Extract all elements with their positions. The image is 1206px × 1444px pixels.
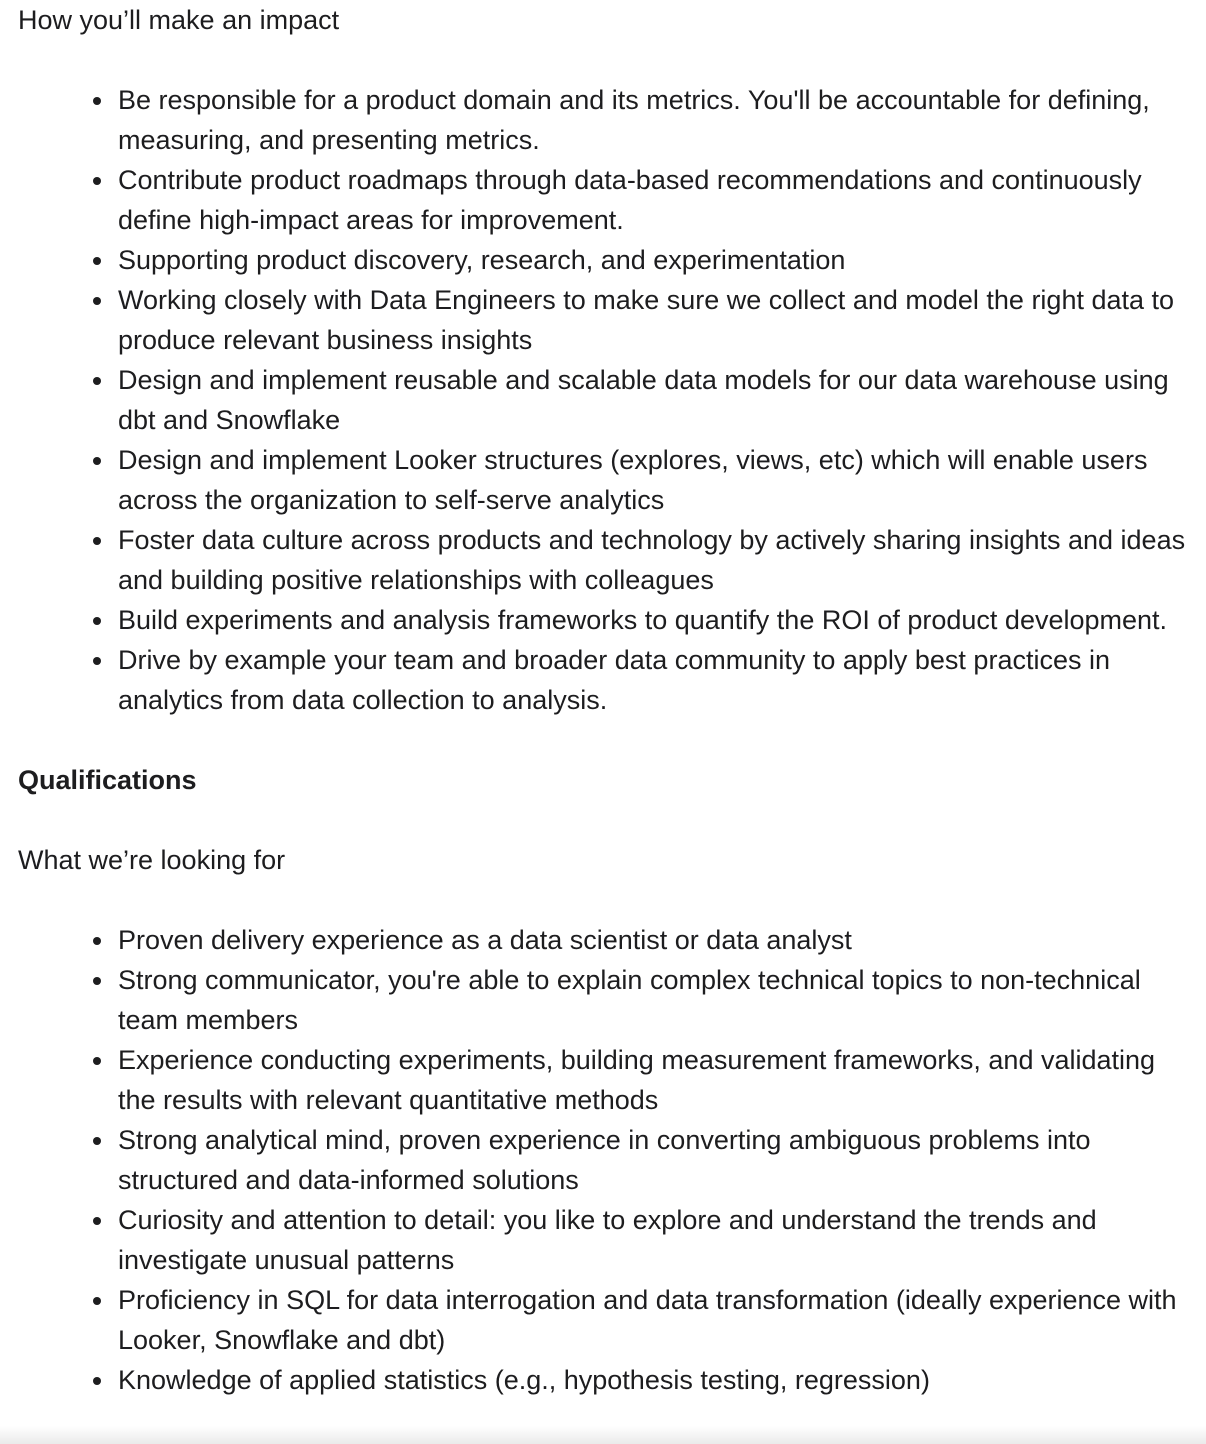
- list-item-text: Experience conducting experiments, building measurement frameworks, and validating the results with relevant quantitative methods: [118, 1045, 1156, 1115]
- spacer: [18, 40, 1188, 80]
- bullet-icon: [93, 657, 101, 665]
- spacer: [18, 880, 1188, 920]
- qualifications-list: [18, 920, 1188, 1400]
- bullet-icon: [93, 257, 101, 265]
- list-item: [118, 280, 1188, 360]
- list-item: [118, 1120, 1188, 1200]
- list-item-text: Proficiency in SQL for data interrogation and data transformation (ideally experience with Looker, Snowflake and dbt): [118, 1285, 1177, 1355]
- bullet-icon: [93, 937, 101, 945]
- bullet-icon: [93, 977, 101, 985]
- list-item-text: Be responsible for a product domain and its metrics. You'll be accountable for defining, measuring, and presenting metrics.: [118, 85, 1150, 155]
- list-item: [118, 1280, 1188, 1360]
- list-item-text: Knowledge of applied statistics (e.g., hypothesis testing, regression): [118, 1365, 930, 1395]
- list-item-text: Build experiments and analysis frameworks to quantify the ROI of product development.: [118, 605, 1168, 635]
- list-item: [118, 1200, 1188, 1280]
- list-item: [118, 1040, 1188, 1120]
- list-item: [118, 960, 1188, 1040]
- spacer: [18, 720, 1188, 760]
- list-item-text: Proven delivery experience as a data scientist or data analyst: [118, 925, 852, 955]
- list-item-text: Supporting product discovery, research, and experimentation: [118, 245, 846, 275]
- bullet-icon: [93, 297, 101, 305]
- bullet-icon: [93, 457, 101, 465]
- impact-list: [18, 80, 1188, 720]
- list-item-text: Curiosity and attention to detail: you like to explore and understand the trends and investigate unusual patterns: [118, 1205, 1097, 1275]
- bullet-icon: [93, 97, 101, 105]
- list-item: [118, 520, 1188, 600]
- spacer: [18, 800, 1188, 840]
- list-item: [118, 1360, 1188, 1400]
- list-item: [118, 640, 1188, 720]
- bullet-icon: [93, 1057, 101, 1065]
- bullet-icon: [93, 617, 101, 625]
- qualifications-subtitle: What we’re looking for: [18, 845, 286, 875]
- list-item-text: Strong communicator, you're able to explain complex technical topics to non-technical team members: [118, 965, 1141, 1035]
- bullet-icon: [93, 177, 101, 185]
- list-item: [118, 440, 1188, 520]
- bottom-fade: [0, 1426, 1206, 1444]
- list-item: [118, 240, 1188, 280]
- list-item-text: Foster data culture across products and technology by actively sharing insights and ideas and building positive relationships with colleagues: [118, 525, 1186, 595]
- bullet-icon: [93, 1297, 101, 1305]
- list-item: [118, 160, 1188, 240]
- job-description: [18, 0, 1188, 1400]
- bullet-icon: [93, 377, 101, 385]
- impact-title: How you’ll make an impact: [18, 5, 340, 35]
- list-item: [118, 600, 1188, 640]
- bullet-icon: [93, 537, 101, 545]
- bullet-icon: [93, 1137, 101, 1145]
- bullet-icon: [93, 1377, 101, 1385]
- list-item-text: Design and implement Looker structures (explores, views, etc) which will enable users across the organization to self-serve analytics: [118, 445, 1148, 515]
- list-item: [118, 920, 1188, 960]
- list-item-text: Contribute product roadmaps through data-based recommendations and continuously define high-impact areas for improvement.: [118, 165, 1142, 235]
- list-item-text: Working closely with Data Engineers to make sure we collect and model the right data to produce relevant business insights: [118, 285, 1175, 355]
- qualifications-heading: Qualifications: [18, 765, 197, 795]
- list-item-text: Drive by example your team and broader data community to apply best practices in analytics from data collection to analysis.: [118, 645, 1110, 715]
- list-item-text: Strong analytical mind, proven experience in converting ambiguous problems into structured and data-informed solutions: [118, 1125, 1091, 1195]
- list-item: [118, 360, 1188, 440]
- list-item: [118, 80, 1188, 160]
- bullet-icon: [93, 1217, 101, 1225]
- list-item-text: Design and implement reusable and scalable data models for our data warehouse using dbt and Snowflake: [118, 365, 1169, 435]
